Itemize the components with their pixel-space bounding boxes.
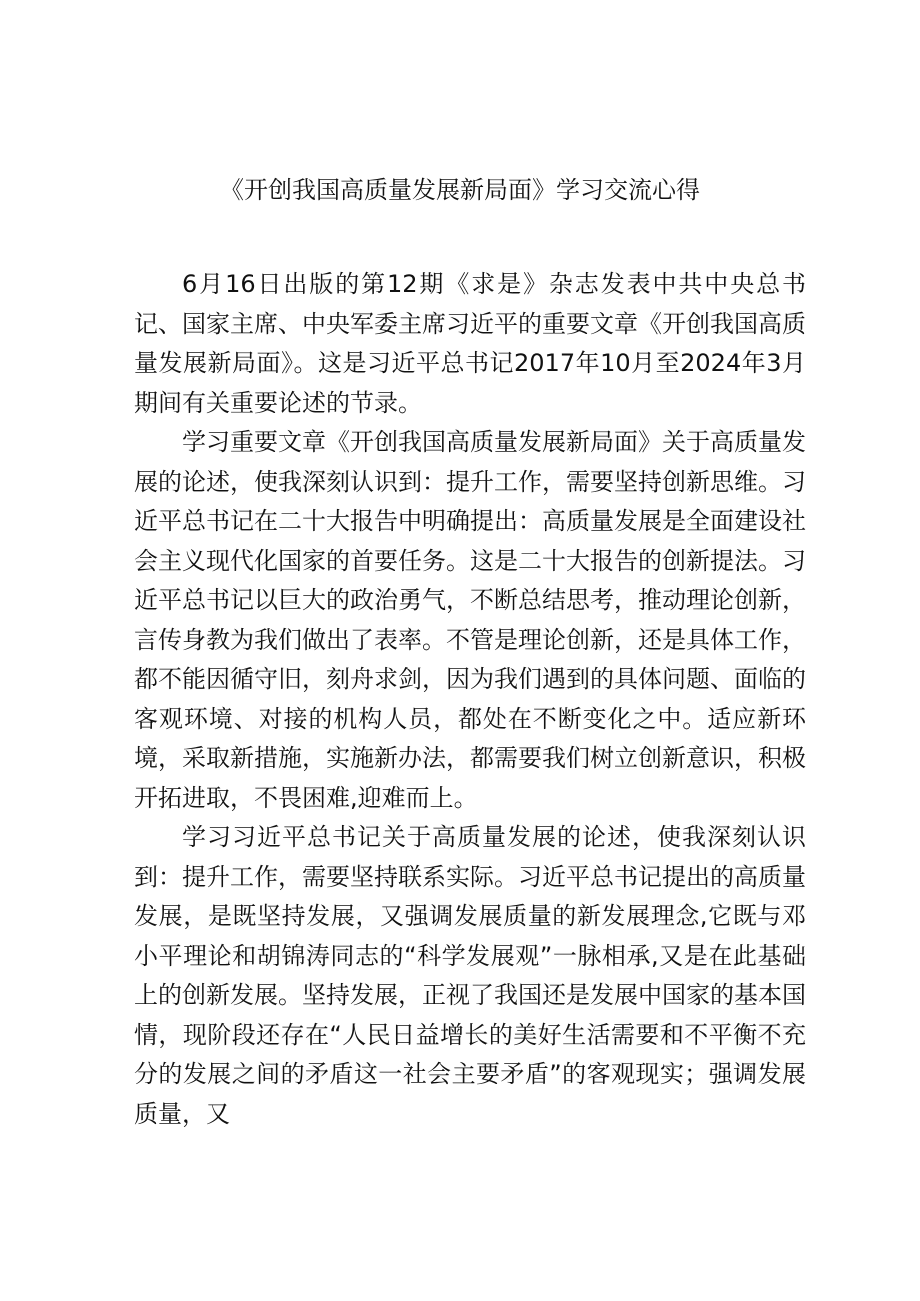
paragraph-1: 6月16日出版的第12期《求是》杂志发表中共中央总书记、国家主席、中央军委主席习近平的重要文章《开创我国高质量发展新局面》。这是习近平总书记2017年10月至2024年3月期间有关重要论述的节录。	[134, 270, 806, 417]
document-body	[134, 265, 806, 1134]
paragraph-3: 学习习近平总书记关于高质量发展的论述，使我深刻认识到：提升工作，需要坚持联系实际。习近平总书记提出的高质量发展，是既坚持发展，又强调发展质量的新发展理念,它既与邓小平理论和胡锦涛同志的“科学发展观”一脉相承,又是在此基础上的创新发展。坚持发展，正视了我国还是发展中国家的基本国情，现阶段还存在“人民日益增长的美好生活需要和不平衡不充分的发展之间的矛盾这一社会主要矛盾”的客观现实；强调发展质量，又	[134, 823, 806, 1128]
document-title: 《开创我国高质量发展新局面》学习交流心得	[220, 176, 700, 204]
paragraph-2: 学习重要文章《开创我国高质量发展新局面》关于高质量发展的论述，使我深刻认识到：提升工作，需要坚持创新思维。习近平总书记在二十大报告中明确提出：高质量发展是全面建设社会主义现代化国家的首要任务。这是二十大报告的创新提法。习近平总书记以巨大的政治勇气，不断总结思考，推动理论创新，言传身教为我们做出了表率。不管是理论创新，还是具体工作，都不能因循守旧，刻舟求剑，因为我们遇到的具体问题、面临的客观环境、对接的机构人员，都处在不断变化之中。适应新环境，采取新措施，实施新办法，都需要我们树立创新意识，积极开拓进取，不畏困难,迎难而上。	[134, 428, 806, 812]
